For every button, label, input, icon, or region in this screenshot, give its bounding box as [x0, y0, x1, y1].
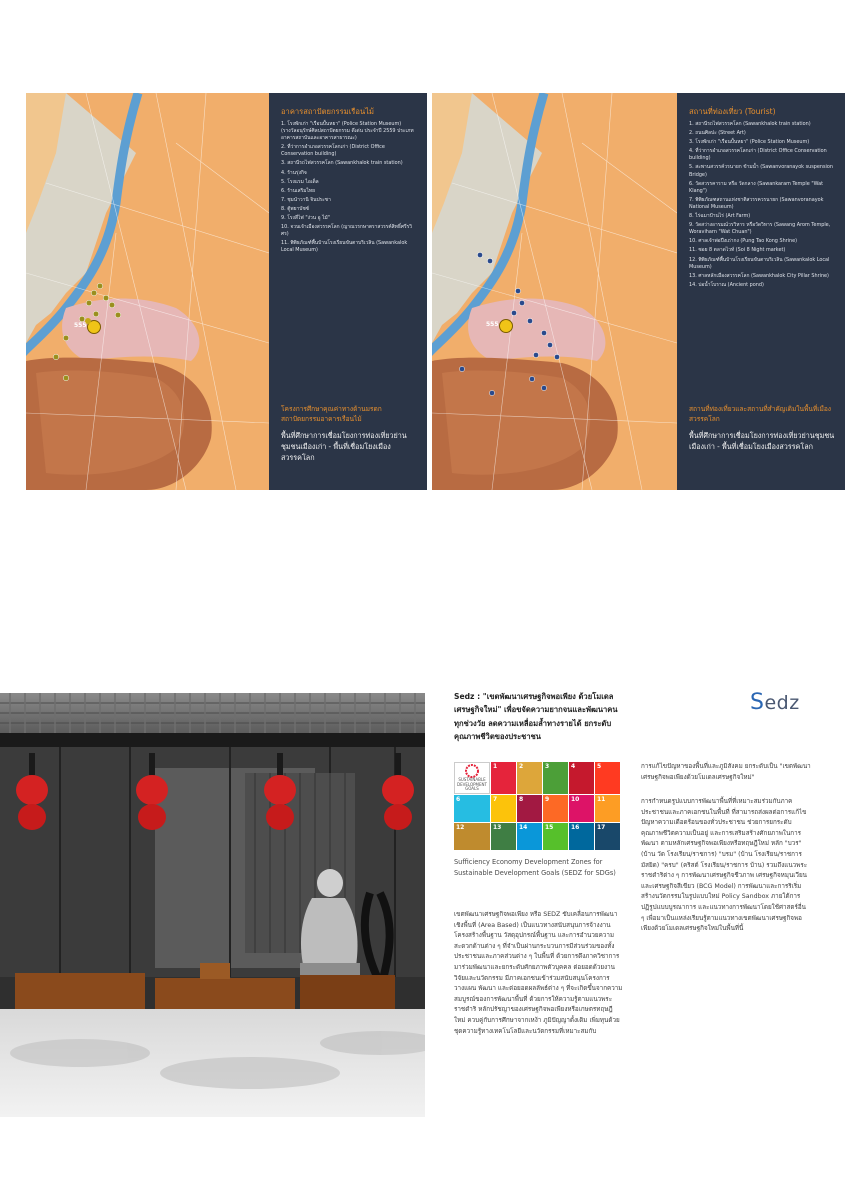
- right-footer-title: พื้นที่ศึกษาการเชื่อมโยงการท่องเที่ยวย่านชุมชนเมืองเก่า - พื้นที่เชื่อมโยงเมืองสวรรคโลก: [689, 431, 835, 451]
- legend-item: 4. ที่ว่าการอำเภอสวรรคโลกเก่า (District Office Conservation building): [689, 148, 827, 162]
- left-legend-heading: อาคารสถาปัตยกรรมเรือนไม้: [281, 107, 374, 116]
- legend-item: 4. ร้านรุ่งกิจ: [281, 169, 307, 176]
- left-legend-list: [281, 121, 417, 255]
- sdg-tile: 12: [454, 823, 490, 850]
- right-map-image: [432, 93, 677, 490]
- map-label-555: 555: [486, 321, 499, 328]
- legend-item: 9. โรงสีไฟ "ง่วน อู ไม้": [281, 215, 331, 222]
- legend-item: 8. ตู้พยาบัชซ์: [281, 205, 309, 212]
- legend-item: 7. ชุมนำวานิ จินประชา: [281, 196, 331, 203]
- legend-item: 2. ถนนศิลปะ (Street Art): [689, 130, 746, 137]
- article-body-left: เขตพัฒนาเศรษฐกิจพอเพียง หรือ SEDZ ขับเคลื่อนการพัฒนาเชิงพื้นที่ (Area Based) เป็นแนวทางสนับสนุนการจ้างงาน โครงสร้างพื้นฐาน วัสดุอุปกรณ์พื้นฐาน และการอำนวยความสะดวกด้านต่าง ๆ ที่จำเป็นผ่านกระบวนการมีส่วนร่วมของทั้งประชาชนและภาคส่วนต่าง ๆ ในพื้นที่ ด้วยการดึงภาควิชาการมาร่วมพัฒนาและยกระดับศักยภาพตัวบุคคล ต่อยอดด้วยงานวิจัยและนวัตกรรม มีภาคเอกชนเข้าร่วมสนับสนุนโครงการ วางแผน พัฒนา และต่อยอดผลลัพธ์ต่าง ๆ ที่จะเกิดขึ้นจากความสมบูรณ์ของการพัฒนาพื้นที่ ด้วยการให้ความรู้ตามแนวพระราชดำริ หลักปรัชญาของเศรษฐกิจพอเพียงหรือเกษตรทฤษฎีใหม่ ควบคู่กับการศึกษาจากเหง้า ภูมิปัญญาดั้งเดิม เพิ่มทุนด้วยชุดความรู้ทางเทคโนโลยีและนวัตกรรมที่เหมาะสมกับ: [454, 911, 623, 1035]
- sdg-tile: 3: [543, 762, 568, 794]
- sdg-wheel-icon: [465, 764, 479, 778]
- legend-item: 14. บ่อน้ำโบราณ (Ancient pond): [689, 281, 764, 288]
- sdg-tile: 1: [491, 762, 516, 794]
- sdg-logo-text: SUSTAINABLE DEVELOPMENT GOALS: [457, 777, 487, 791]
- legend-item: 11. ซอย 8 ตลาดไวท์ (Soi 8 Night market): [689, 247, 786, 254]
- article-title: Sedz : "เขตพัฒนาเศรษฐกิจพอเพียง ด้วยโมเดลเศรษฐกิจใหม่" เพื่อขจัดความยากจนและพัฒนาคนทุกช่วงวัย ลดความเหลื่อมล้ำทางรายได้ ยกระดับคุณภาพชีวิตของประชาชน: [454, 692, 618, 742]
- legend-item: 10. จวนเจ้าเมืองสวรรคโลก (ญาณวรกษาตราสวรรค์สิทธิ์ศรีรวิศร): [281, 224, 412, 238]
- legend-item: 10. ศาลเจ้าพ่อปึงเถ่ากง (Pung Tao Kong Shrine): [689, 238, 798, 245]
- shop-front-rendering: [0, 693, 425, 1117]
- sedz-logo-s: S: [750, 690, 765, 715]
- legend-item: 1. โรงพักเก่า "เรือนปั้นหยา" (Police Station Museum) (รางวัลอนุรักษ์ศิลปสถาปัตยกรรม ดีเด่น ประจำปี 2559 ประเภท อาคารสถาบันและอาคารสาธารณะ): [281, 121, 414, 142]
- legend-item: 5. สะพานสวรรค์วรนายก ข้ามน้ำ (Sawanvoranayok suspension Bridge): [689, 164, 833, 178]
- sedz-logo: [750, 690, 800, 715]
- sdg-tile: 17: [595, 823, 620, 850]
- sdg-tile: 2: [517, 762, 542, 794]
- sdg-tile: 10: [569, 795, 594, 822]
- legend-item: 11. พิพิธภัณฑ์พื้นบ้านโรงเรียนขันตาบริเวลิน (Sawankalok Local Museum): [281, 240, 408, 254]
- sdg-tile: 5: [595, 762, 620, 794]
- legend-item: 6. ร้านเสริมไทย: [281, 187, 315, 194]
- left-map-image: [26, 93, 269, 490]
- sdg-tile: 15: [543, 823, 568, 850]
- map-label-555: 555: [74, 322, 87, 329]
- sdg-tile: 6: [454, 795, 490, 822]
- legend-item: 13. ศาลหลักเมืองสวรรคโลก (Sawankhalok City Pillar Shrine): [689, 272, 829, 279]
- right-legend-panel: [677, 93, 845, 490]
- right-legend-list: [689, 121, 835, 289]
- sdg-tile: 7: [491, 795, 516, 822]
- legend-item: 3. โรงพักเก่า "เรือนปั้นหยา" (Police Station Museum): [689, 139, 810, 146]
- sdg-tile: 8: [517, 795, 542, 822]
- legend-item: 9. วัดสว่างอารมณ์วรวิหาร หรือวัดวิหาร (Sawang Arom Temple, Woraviharn "Wat Chuan"): [689, 222, 831, 236]
- sdg-tile: 14: [517, 823, 542, 850]
- sdg-goals-grid: [454, 762, 620, 850]
- sdg-tile: 11: [595, 795, 620, 822]
- sdg-caption: Sufficiency Economy Development Zones for Sustainable Development Goals (SEDZ for SDGs): [454, 858, 616, 877]
- legend-item: 5. โรงแรม ไอเด็ล: [281, 178, 319, 185]
- sdg-tile: 9: [543, 795, 568, 822]
- article-body-right-intro: การแก้ไขปัญหาของพื้นที่และภูมิสังคม ยกระดับเป็น "เขตพัฒนาเศรษฐกิจพอเพียงด้วยโมเดลเศรษฐกิจใหม่": [641, 763, 811, 781]
- legend-item: 8. ไร่ฉมาป้านไร่ (Art Farm): [689, 213, 751, 220]
- legend-item: 2. ที่ว่าการอำเภอสวรรคโลกเก่า (District Office Conservation building): [281, 144, 385, 158]
- sdg-tile: 4: [569, 762, 594, 794]
- left-legend-panel: [269, 93, 427, 490]
- left-footer-subtitle: โครงการศึกษาคุณค่าทางด้านมรดกสถาปัตยกรรมอาคารเรือนไม้: [281, 405, 382, 423]
- sdg-tile: 16: [569, 823, 594, 850]
- legend-item: 7. พิพิธภัณฑสถานแห่งชาติสวรรควรนายก (Sawanvoranayok National Museum): [689, 196, 824, 210]
- sdg-tile: 13: [491, 823, 516, 850]
- sedz-logo-rest: edz: [764, 692, 800, 714]
- left-footer-title: พื้นที่ศึกษาการเชื่อมโยงการท่องเที่ยวย่านชุมชนเมืองเก่า - พื้นที่เชื่อมโยงเมืองสวรรคโลก: [281, 431, 407, 462]
- legend-item: 12. พิพิธภัณฑ์พื้นบ้านโรงเรียนขันตาบริเวลิน (Sawankalok Local Museum): [689, 256, 830, 270]
- sdg-wheel-logo: [454, 762, 490, 794]
- article-body-right: การกำหนดรูปแบบการพัฒนาพื้นที่ที่เหมาะสมร่วมกับภาคประชาชนและภาคเอกชนในพื้นที่ ที่สามารถส่งผลต่อการแก้ไขปัญหาความเดือดร้อนของทั่วประชาชน ช่วยการยกระดับคุณภาพชีวิตความเป็นอยู่ และการเสริมสร้างศักยภาพในการพัฒนา ตามหลักเศรษฐกิจพอเพียงหรือทฤษฎีใหม่ หลัก "บวร" (บ้าน วัด โรงเรียน/ราชการ) "บรม" (บ้าน โรงเรียน/ราชการ มัสยิด) "ครบ" (คริสต์ โรงเรียน/ราชการ บ้าน) รวมถึงแนวพระราชดำริต่าง ๆ การพัฒนาเศรษฐกิจชีวภาพ เศรษฐกิจหมุนเวียน และเศรษฐกิจสีเขียว (BCG Model) การพัฒนาและการริเริ่มสร้างนวัตกรรมในรูปแบบใหม่ Policy Sandbox ภายใต้การปฏิรูปแบบบูรณาการ และแนวทางการพัฒนาโดยใช้ศาสตร์อื่น ๆ เพื่อมาเป็นแหล่งเรียนรู้ตามแนวทางเขตพัฒนาเศรษฐกิจพอเพียงด้วยโมเดลเศรษฐกิจใหม่ในพื้นที่นี้: [641, 798, 808, 933]
- legend-item: 1. สถานีรถไฟสวรรคโลก (Sawankhalok train station): [689, 121, 811, 127]
- right-legend-heading: สถานที่ท่องเที่ยว (Tourist): [689, 107, 776, 116]
- right-footer-subtitle: สถานที่ท่องเที่ยวและสถานที่สำคัญเดิมในพื้นที่เมืองสวรรคโลก: [689, 405, 832, 423]
- legend-item: 6. วัดสวรรคาราม หรือ วัดกลาง (Sawankaram Temple "Wat Klang"): [689, 180, 824, 194]
- legend-item: 3. สถานีรถไฟสวรรคโลก (Sawankhalok train station): [281, 160, 403, 167]
